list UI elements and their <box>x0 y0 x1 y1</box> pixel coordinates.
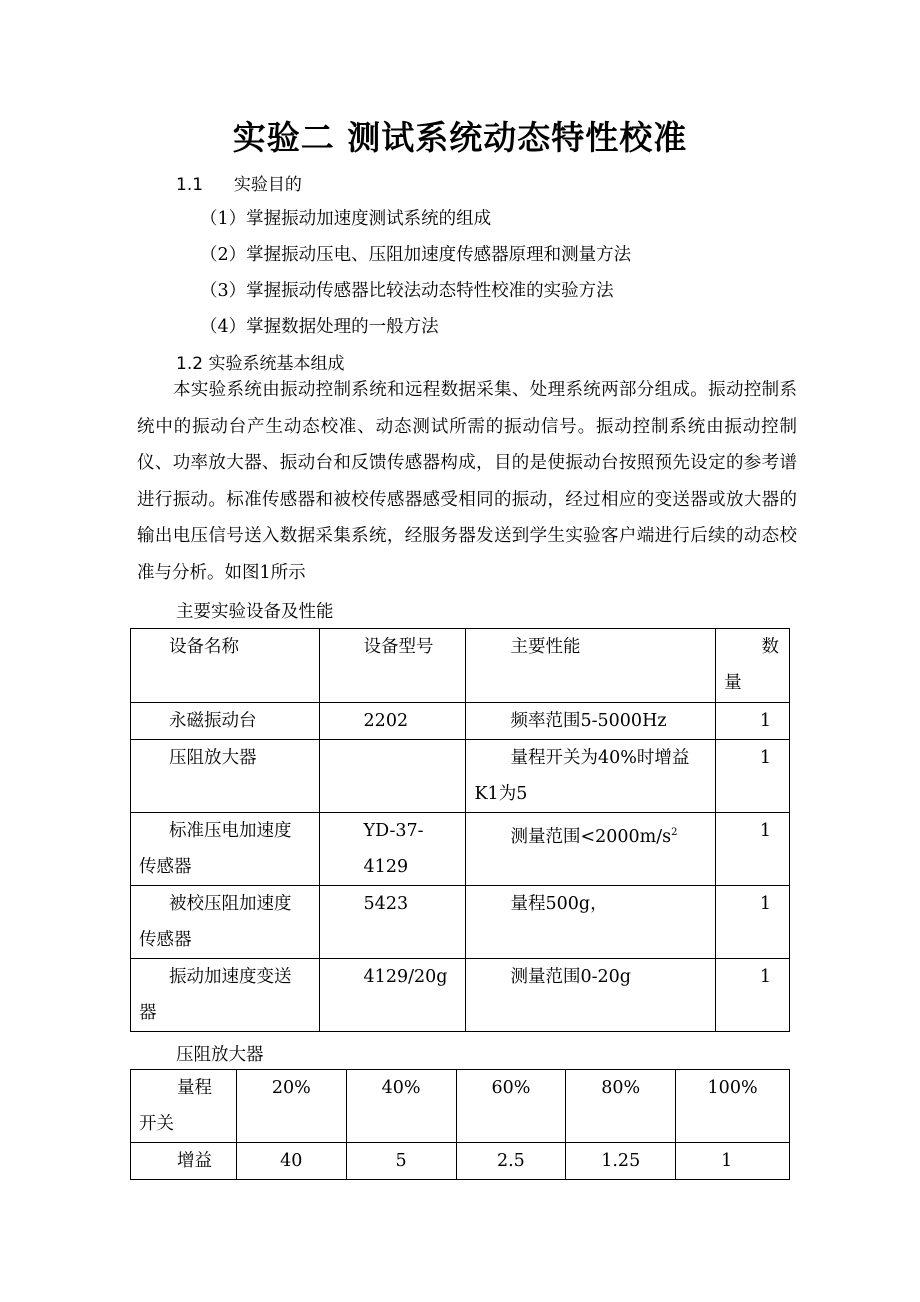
header-quantity: 数 量 <box>716 629 790 703</box>
table-row: 标准压电加速度 传感器 YD-37-4129 测量范围$<2000m/s^2$ 1 <box>131 813 790 886</box>
amplifier-gain-table <box>130 1069 790 1180</box>
objective-item-1: （1）掌握振动加速度测试系统的组成 <box>200 209 492 229</box>
section-1-2-heading <box>176 349 344 374</box>
table-header-row <box>131 629 790 703</box>
page-title: 实验二 测试系统动态特性校准 <box>232 118 688 157</box>
objective-item-2: （2）掌握振动压电、压阻加速度传感器原理和测量方法 <box>200 245 632 265</box>
section-heading: 实验系统基本组成 <box>208 354 345 374</box>
table-row: 永磁振动台 2202 频率范围5-5000Hz 1 <box>131 703 790 740</box>
objective-item-3: （3）掌握振动传感器比较法动态特性校准的实验方法 <box>200 281 614 301</box>
system-description-paragraph: 本实验系统由振动控制系统和远程数据采集、处理系统两部分组成。振动控制系统中的振动台产生动态校准、动态测试所需的振动信号。振动控制系统由振动控制仪、功率放大器、振动台和反馈传感器构成，目的是使振动台按照预先设定的参考谱进行振动。标准传感器和被校传感器感受相同的振动，经过相应的变送器或放大器的输出电压信号送入数据采集系统，经服务器发送到学生实验客户端进行后续的动态校准与分析。如图1所示 <box>137 380 797 583</box>
section-number: 1.2 <box>176 354 204 374</box>
header-device-model: 设备型号 <box>319 629 466 703</box>
table-row: 量程 开关 20% 40% 60% 80% 100% <box>131 1070 790 1143</box>
table-row: 振动加速度变送 器 4129/20g 测量范围0-20g 1 <box>131 959 790 1032</box>
section-heading: 实验目的 <box>233 175 302 195</box>
table-row: 增益 40 5 2.5 1.25 1 <box>131 1143 790 1180</box>
section-1-1-heading <box>176 170 302 195</box>
equipment-table-caption: 主要实验设备及性能 <box>176 602 334 622</box>
header-device-name: 设备名称 <box>131 629 320 703</box>
amplifier-table-caption: 压阻放大器 <box>176 1045 264 1065</box>
table-row: 压阻放大器 量程开关为40%时增益 K1为5 1 <box>131 740 790 813</box>
section-number: 1.1 <box>176 175 204 195</box>
header-performance: 主要性能 <box>466 629 716 703</box>
equipment-table <box>130 628 790 1032</box>
table-row: 被校压阻加速度 传感器 5423 量程500g， 1 <box>131 886 790 959</box>
objective-item-4: （4）掌握数据处理的一般方法 <box>200 317 439 337</box>
